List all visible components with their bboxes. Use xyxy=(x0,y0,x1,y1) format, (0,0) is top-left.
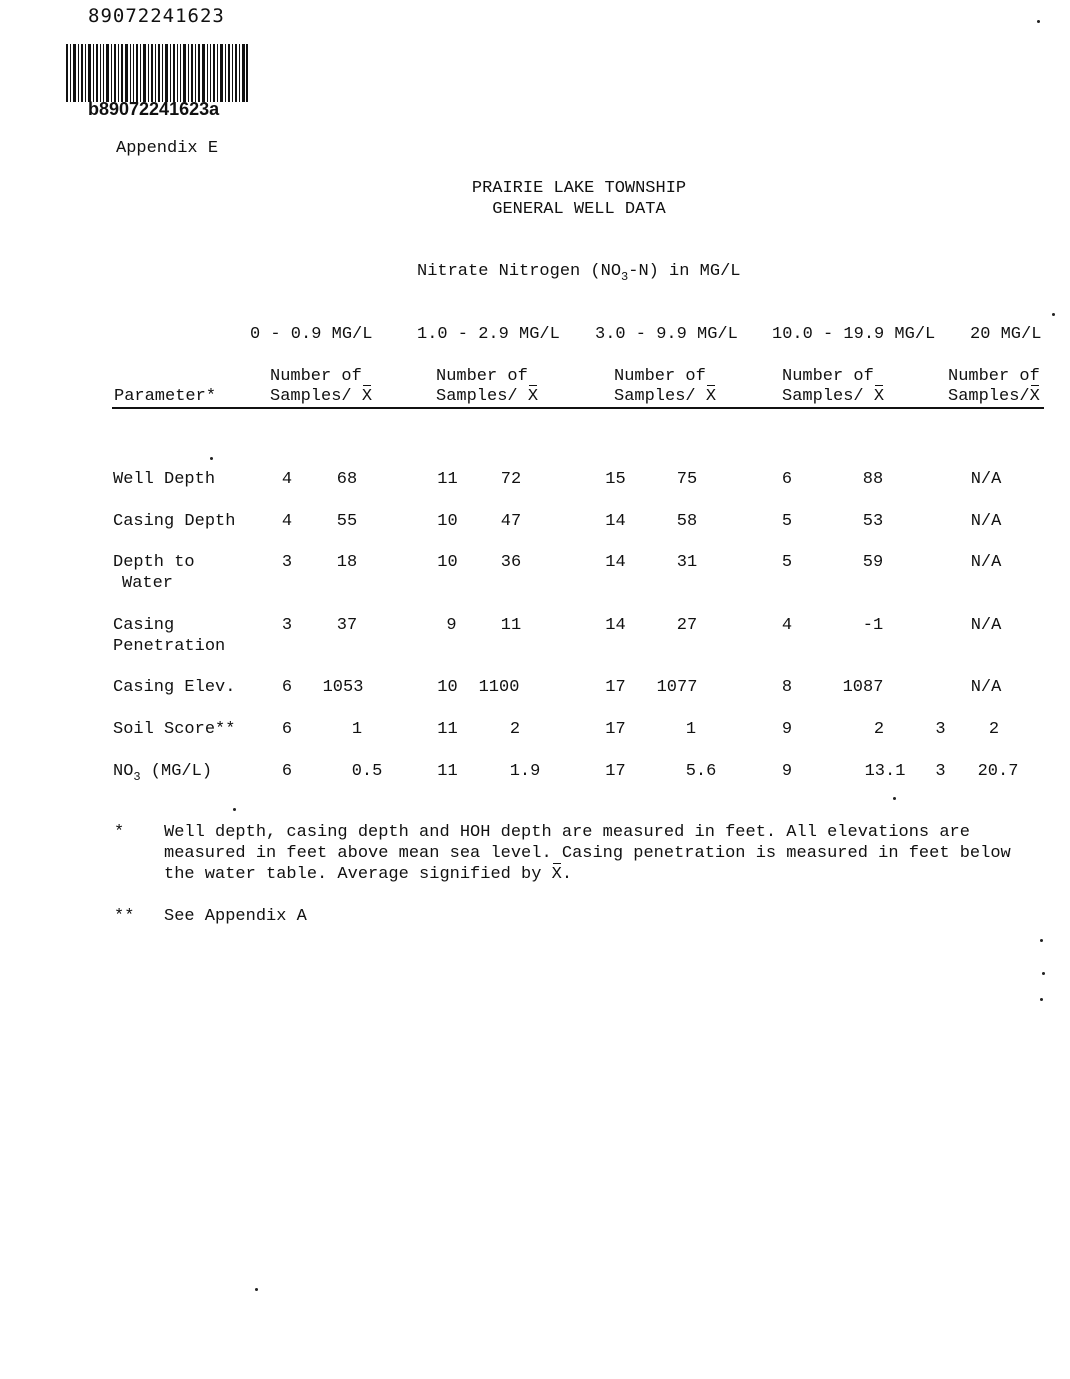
document-stamp-number: 89072241623 xyxy=(88,5,225,27)
scan-speck xyxy=(1040,939,1043,942)
table-cell: 3 xyxy=(935,762,946,781)
table-cell: 2 xyxy=(509,720,521,739)
subtitle xyxy=(417,262,740,284)
col-header-samples: Samples/X xyxy=(948,387,1040,406)
range-header-2: 1.0 - 2.9 MG/L xyxy=(417,325,560,344)
subtitle-suffix: -N) in MG/L xyxy=(628,262,741,281)
range-header-1: 0 - 0.9 MG/L xyxy=(250,325,373,344)
table-cell: 8 xyxy=(781,678,793,697)
table-cell: N/A xyxy=(970,678,1002,697)
table-cell: 53 xyxy=(862,512,884,531)
table-cell: 4 xyxy=(281,512,293,531)
scan-speck xyxy=(233,808,236,811)
row-label-well-depth: Well Depth xyxy=(113,470,216,489)
table-cell: 31 xyxy=(676,553,698,572)
title-line-1: PRAIRIE LAKE TOWNSHIP xyxy=(471,179,687,198)
table-cell: 20.7 xyxy=(977,762,1019,781)
table-cell: 10 xyxy=(437,553,458,572)
table-cell: N/A xyxy=(970,512,1002,531)
table-cell: 10 xyxy=(437,512,458,531)
table-cell: 4 xyxy=(781,616,793,635)
table-cell: 1087 xyxy=(842,678,884,697)
table-cell: 0.5 xyxy=(351,762,383,781)
table-cell: 17 xyxy=(605,720,626,739)
col-header-number-of: Number of xyxy=(614,367,706,386)
row-label-no3: $NO_3$ (MG/L) xyxy=(113,762,213,784)
table-cell: 9 xyxy=(446,616,457,635)
table-cell: 88 xyxy=(862,470,884,489)
table-cell: 17 xyxy=(605,678,626,697)
table-cell: 11 xyxy=(437,470,458,489)
footnote-line-3: the water table. Average signified by X. xyxy=(164,865,573,884)
table-cell: 1077 xyxy=(656,678,698,697)
range-header-3: 3.0 - 9.9 MG/L xyxy=(595,325,738,344)
table-cell: 1053 xyxy=(322,678,364,697)
row-label-depth-to-water: Depth to xyxy=(113,553,195,572)
table-cell: 58 xyxy=(676,512,698,531)
table-cell: 68 xyxy=(336,470,358,489)
scan-speck xyxy=(210,457,213,460)
table-cell: 11 xyxy=(500,616,522,635)
subtitle-subscript: 3 xyxy=(621,270,629,284)
row-label-casing-penetration: Casing xyxy=(113,616,175,635)
title-line-2: GENERAL WELL DATA xyxy=(492,200,666,219)
parameter-header: Parameter* xyxy=(114,387,217,406)
table-cell: N/A xyxy=(970,470,1002,489)
table-cell: 3 xyxy=(281,616,293,635)
subtitle-prefix: Nitrate Nitrogen (NO xyxy=(417,262,622,281)
table-cell: 1.9 xyxy=(509,762,541,781)
table-cell: 18 xyxy=(336,553,358,572)
table-cell: 47 xyxy=(500,512,522,531)
scan-speck xyxy=(893,797,896,800)
table-cell: 59 xyxy=(862,553,884,572)
barcode-label: b89072241623a xyxy=(88,99,220,119)
col-header-samples: Samples/ X xyxy=(782,387,885,406)
table-cell: 6 xyxy=(781,470,793,489)
row-label-depth-to-water-line2: Water xyxy=(122,574,174,593)
barcode xyxy=(66,44,248,102)
footnote-line-1: Well depth, casing depth and HOH depth are measured in feet. All elevations are xyxy=(164,823,970,842)
table-cell: 6 xyxy=(281,678,293,697)
table-cell: 1 xyxy=(685,720,697,739)
table-cell: 11 xyxy=(437,720,458,739)
table-cell: 6 xyxy=(281,762,293,781)
scan-speck xyxy=(1052,313,1055,316)
col-header-number-of: Number of xyxy=(782,367,874,386)
col-header-samples: Samples/ X xyxy=(270,387,373,406)
table-cell: 4 xyxy=(281,470,293,489)
table-header-rule xyxy=(112,407,1044,409)
table-cell: 5.6 xyxy=(685,762,717,781)
table-cell: 27 xyxy=(676,616,698,635)
table-cell: 2 xyxy=(873,720,885,739)
table-cell: 1100 xyxy=(478,678,520,697)
row-label-casing-penetration-line2: Penetration xyxy=(113,637,226,656)
table-cell: N/A xyxy=(970,553,1002,572)
table-cell: 5 xyxy=(781,512,793,531)
footnote-double-star-mark: ** xyxy=(114,907,135,926)
row-label-casing-elev: Casing Elev. xyxy=(113,678,236,697)
col-header-number-of: Number of xyxy=(948,367,1040,386)
table-cell: 72 xyxy=(500,470,522,489)
table-cell: 14 xyxy=(605,616,626,635)
table-cell: 17 xyxy=(605,762,626,781)
table-cell: 55 xyxy=(336,512,358,531)
table-cell: 2 xyxy=(988,720,1000,739)
footnote-line-2: measured in feet above mean sea level. Casing penetration is measured in feet below xyxy=(164,844,1011,863)
table-cell: 36 xyxy=(500,553,522,572)
row-label-casing-depth: Casing Depth xyxy=(113,512,236,531)
scan-speck xyxy=(255,1288,258,1291)
footnote-see-appendix: See Appendix A xyxy=(164,907,307,926)
table-cell: 75 xyxy=(676,470,698,489)
table-cell: 14 xyxy=(605,512,626,531)
row-label-soil-score: Soil Score** xyxy=(113,720,236,739)
table-cell: 10 xyxy=(437,678,458,697)
col-header-samples: Samples/ X xyxy=(436,387,539,406)
scan-speck xyxy=(1042,972,1045,975)
col-header-samples: Samples/ X xyxy=(614,387,717,406)
table-cell: -1 xyxy=(862,616,884,635)
col-header-number-of: Number of xyxy=(436,367,528,386)
table-cell: 11 xyxy=(437,762,458,781)
table-cell: 37 xyxy=(336,616,358,635)
table-cell: 13.1 xyxy=(864,762,906,781)
table-cell: 1 xyxy=(351,720,363,739)
table-cell: 14 xyxy=(605,553,626,572)
table-cell: 5 xyxy=(781,553,793,572)
footnote-star-mark: * xyxy=(114,823,125,842)
table-cell: 3 xyxy=(281,553,293,572)
col-header-number-of: Number of xyxy=(270,367,362,386)
table-cell: N/A xyxy=(970,616,1002,635)
range-header-4: 10.0 - 19.9 MG/L xyxy=(772,325,936,344)
scan-speck xyxy=(1037,20,1040,23)
table-cell: 9 xyxy=(781,762,793,781)
table-cell: 6 xyxy=(281,720,293,739)
table-cell: 9 xyxy=(781,720,793,739)
appendix-label: Appendix E xyxy=(116,139,219,158)
range-header-5: 20 MG/L xyxy=(970,325,1042,344)
table-cell: 3 xyxy=(935,720,946,739)
table-cell: 15 xyxy=(605,470,626,489)
scan-speck xyxy=(1040,998,1043,1001)
